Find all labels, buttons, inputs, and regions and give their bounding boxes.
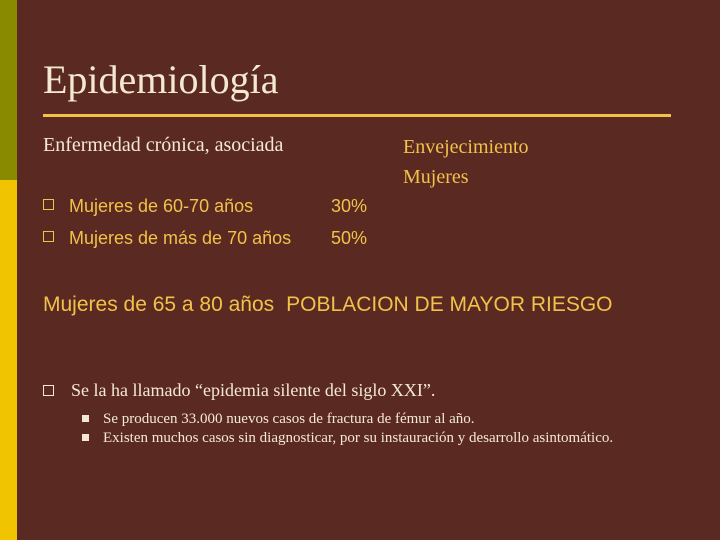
hollow-square-bullet-icon [43, 231, 54, 242]
stat-value: 50% [331, 228, 368, 248]
subpoint-text: Se producen 33.000 nuevos casos de fractura de fémur al año. [103, 411, 475, 427]
highlight-risk-label: POBLACION DE MAYOR RIESGO [286, 293, 613, 316]
risk-factor: Mujeres [403, 166, 469, 188]
filled-square-bullet-icon [82, 415, 89, 422]
hollow-square-bullet-icon [43, 385, 54, 396]
subpoints-list [82, 410, 642, 448]
stat-label: Mujeres de más de 70 años [69, 228, 292, 248]
stat-label: Mujeres de 60-70 años [69, 196, 254, 216]
sidebar-top-stripe [0, 0, 17, 180]
sidebar-bottom-stripe [0, 180, 17, 540]
subpoint-text: Existen muchos casos sin diagnosticar, por su instauración y desarrollo asintomático. [103, 430, 614, 446]
hollow-square-bullet-icon [43, 199, 54, 210]
subpoint [82, 410, 642, 429]
slide-title: Epidemiología [43, 57, 279, 102]
highlight-age-group: Mujeres de 65 a 80 años [43, 293, 275, 316]
subtitle: Enfermedad crónica, asociada [43, 134, 284, 156]
risk-factor: Envejecimiento [403, 136, 529, 158]
stat-value: 30% [331, 196, 368, 216]
risk-factors [403, 132, 529, 192]
filled-square-bullet-icon [82, 434, 89, 441]
risk-highlight [43, 293, 625, 317]
subpoint [82, 429, 642, 448]
title-underline [43, 114, 671, 117]
main-point-text: Se la ha llamado “epidemia silente del siglo XXI”. [71, 380, 436, 400]
